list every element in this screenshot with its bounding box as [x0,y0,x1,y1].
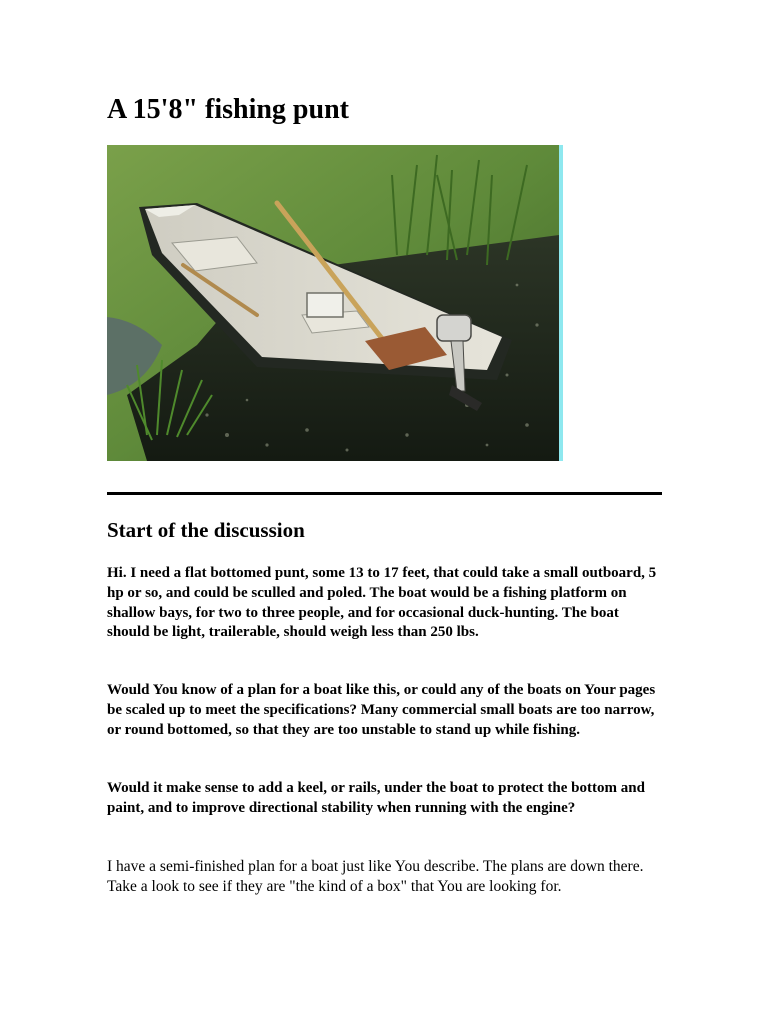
paragraph-2: Would You know of a plan for a boat like this, or could any of the boats on Your pages be scaled up to meet the specifications? Many commercial small boats are too narrow, or round bottomed, so that they are too unstable to stand up while fishing. [107,682,656,738]
horizontal-rule [107,492,662,495]
page-title: A 15'8" fishing punt [107,94,349,125]
paragraph-4: I have a semi-finished plan for a boat just like You describe. The plans are down there. Take a look to see if they are "the kind of a box" that You are looking for. [107,858,644,895]
paragraph-3: Would it make sense to add a keel, or rails, under the boat to protect the bottom and paint, and to improve directional stability when running with the engine? [107,780,645,816]
fishing-punt-photo [107,145,559,461]
section-heading: Start of the discussion [107,518,305,542]
photo-frame [107,145,563,461]
paragraph-1: Hi. I need a flat bottomed punt, some 13 to 17 feet, that could take a small outboard, 5 hp or so, and could be sculled and poled. The boat would be a fishing platform on shallow bays, for two to three people, and for occasional duck-hunting. The boat should be light, trailerable, should weigh less than 250 lbs. [107,565,657,641]
